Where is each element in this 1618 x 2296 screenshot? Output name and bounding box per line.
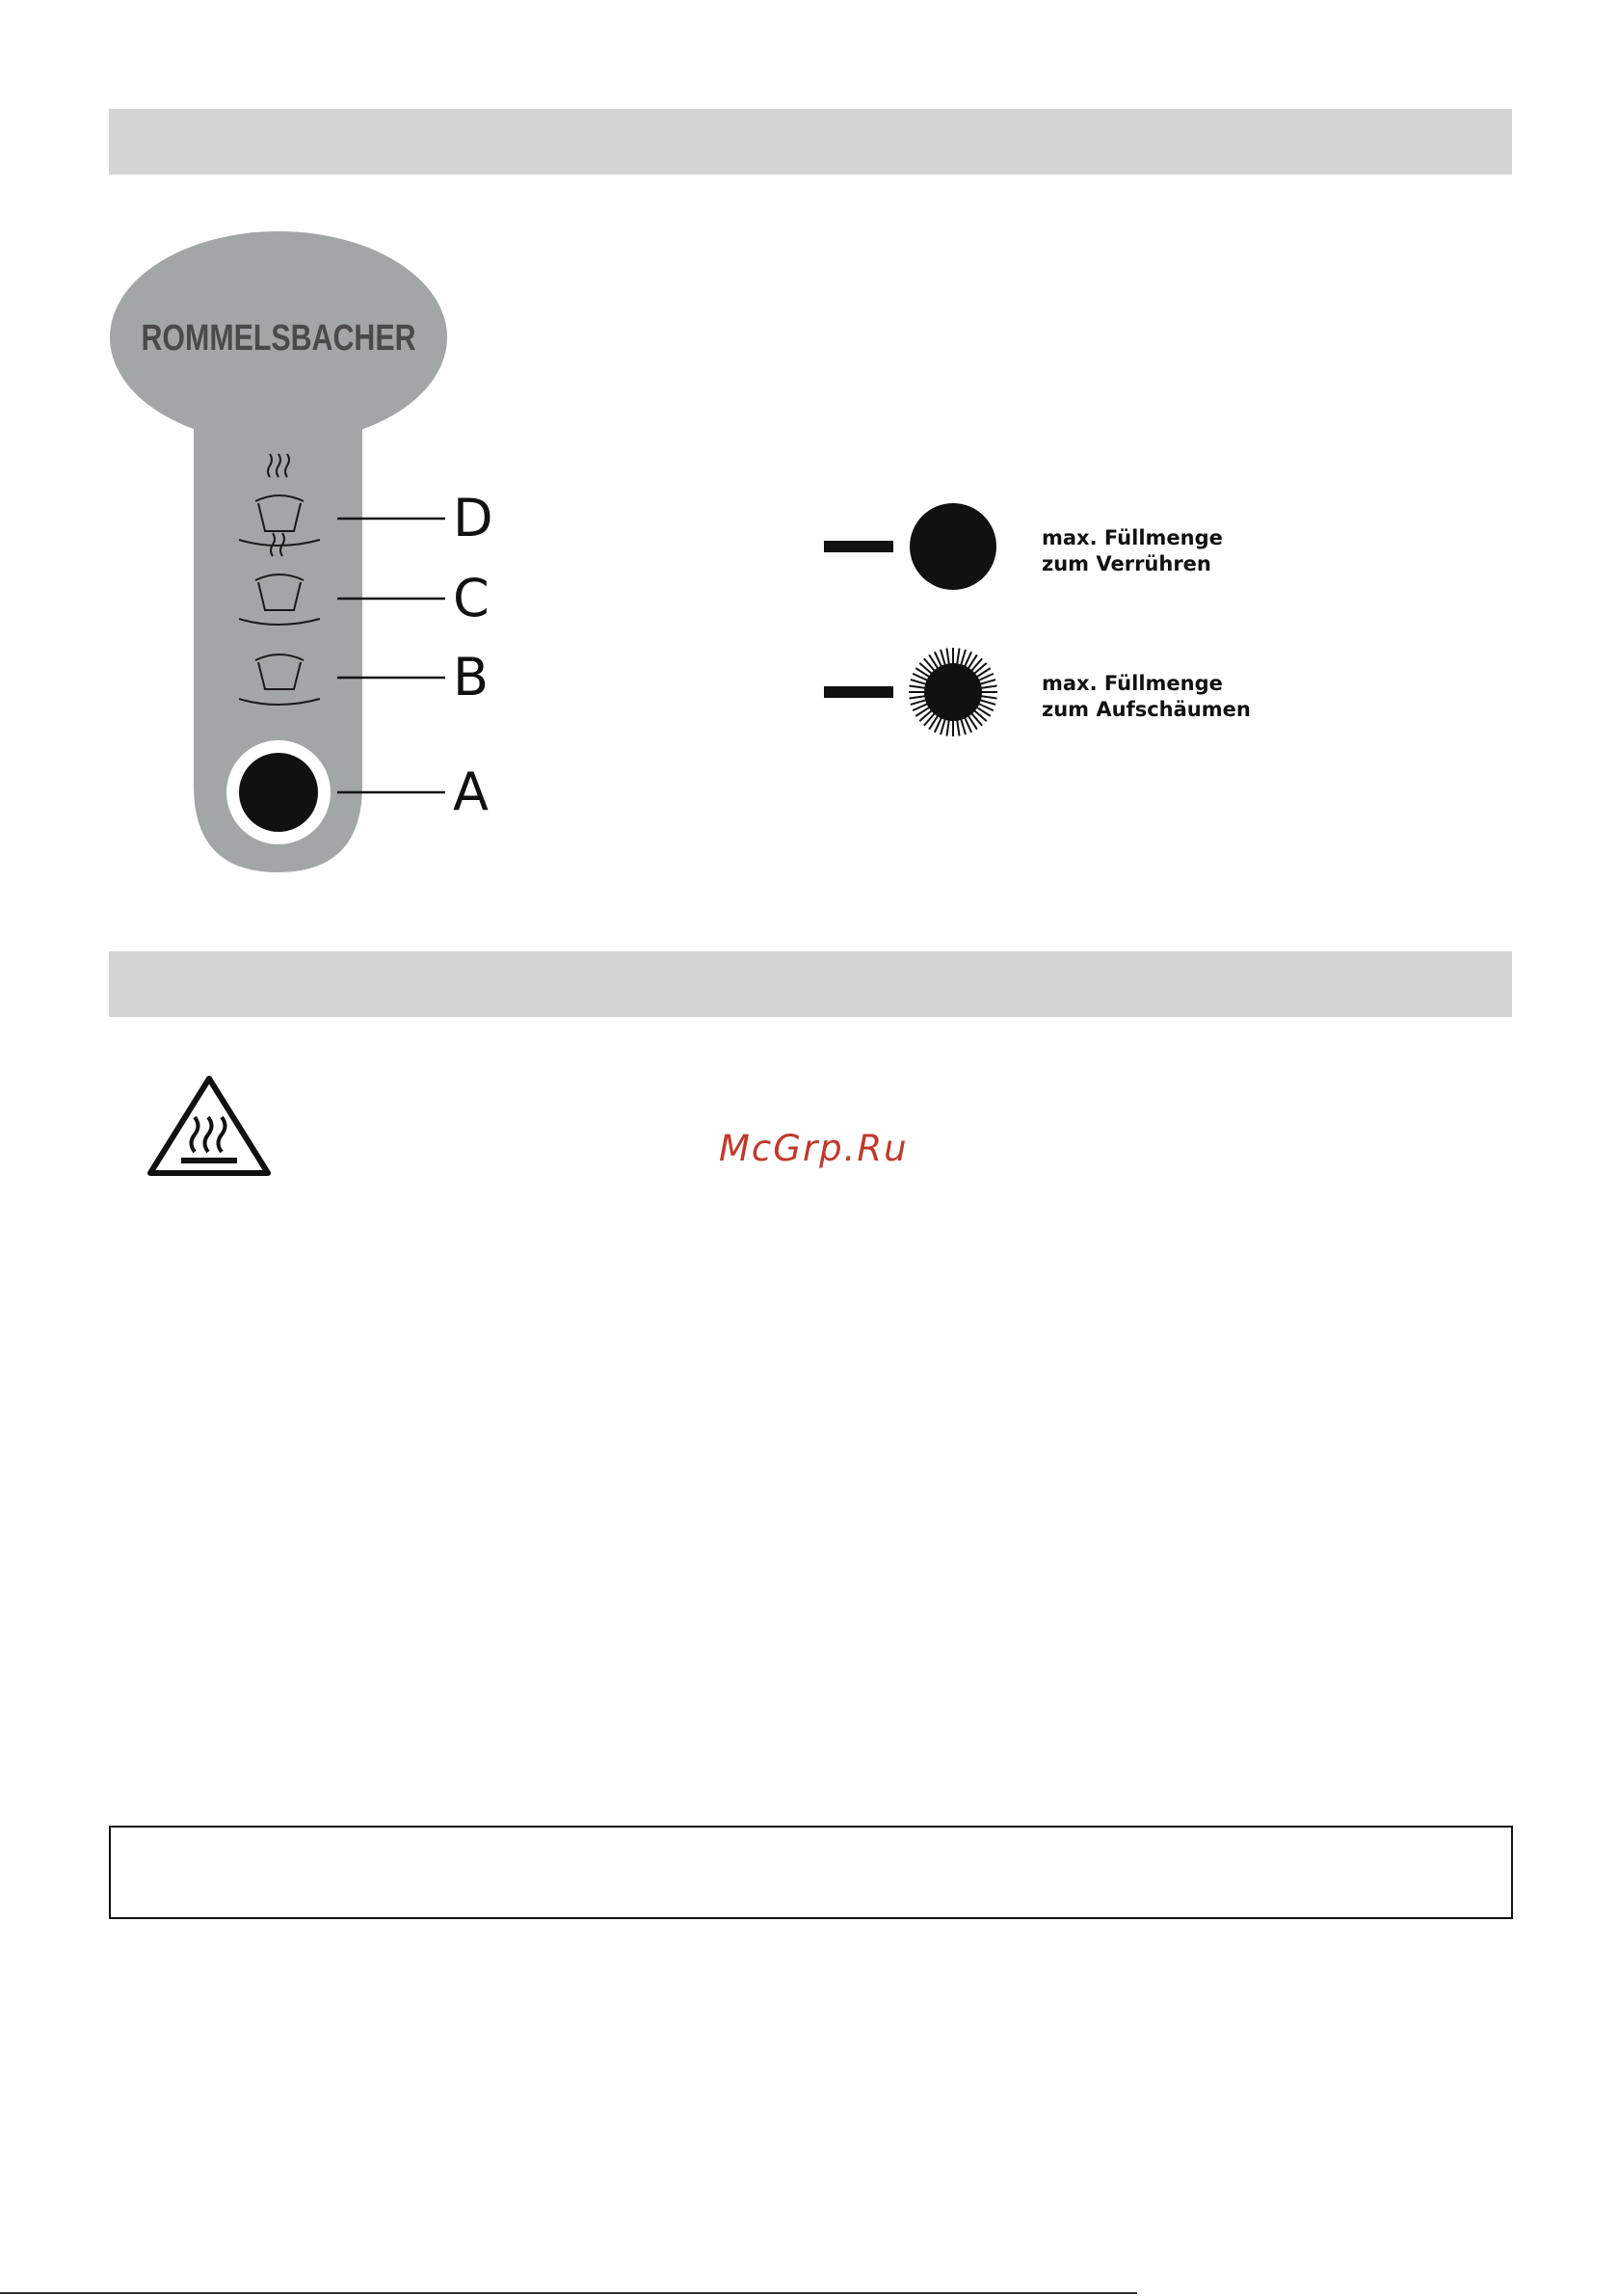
label-b: B [453,647,490,707]
hot-surface-warning-icon [145,1073,274,1179]
scan-edge-line [0,2292,1137,2294]
froth-mark-starburst-icon [909,648,997,736]
label-d: D [453,488,493,548]
control-panel-diagram [96,217,520,882]
label-c: C [453,568,490,628]
section-header-bar-1 [109,109,1512,174]
froth-mark-dash [824,686,893,698]
stir-mark-dash [824,541,893,552]
stir-mark-dot-icon [910,503,996,590]
label-a: A [453,761,489,822]
note-box [109,1826,1513,1919]
watermark-text: McGrp.Ru [719,1128,909,1169]
section-header-bar-2 [109,951,1512,1017]
legend-froth-text: max. Füllmenge zum Aufschäumen [1042,672,1251,721]
power-button-icon [226,740,331,844]
fill-level-legend-marks [819,496,1012,747]
legend-stir-text: max. Füllmenge zum Verrühren [1042,526,1223,575]
brand-logo: ROMMELSBACHER [141,318,416,360]
